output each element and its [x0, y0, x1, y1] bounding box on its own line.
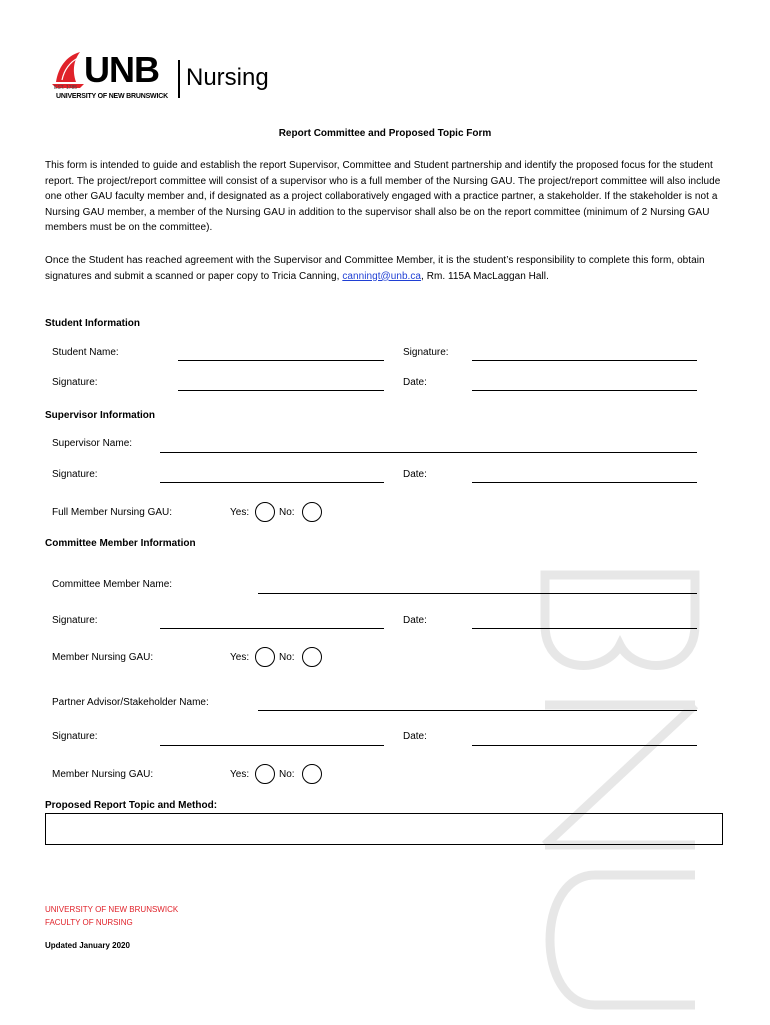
supervisor-name-field[interactable] [160, 452, 697, 453]
partner-yes-radio[interactable] [255, 764, 275, 784]
form-title: Report Committee and Proposed Topic Form [278, 128, 492, 139]
student-section-heading: Student Information [45, 318, 140, 329]
partner-date-label: Date: [403, 731, 427, 742]
student-signature-field[interactable] [178, 390, 384, 391]
unb-nursing-logo [50, 50, 270, 106]
committee-section-heading: Committee Member Information [45, 538, 196, 549]
supervisor-date-label: Date: [403, 469, 427, 480]
partner-date-field[interactable] [472, 745, 697, 746]
committee-no-radio[interactable] [302, 647, 322, 667]
committee-signature-field[interactable] [160, 628, 384, 629]
committee-date-field[interactable] [472, 628, 697, 629]
partner-no-radio[interactable] [302, 764, 322, 784]
committee-no-label: No: [279, 652, 295, 663]
student-date-field[interactable] [472, 390, 697, 391]
instructions-text: Once the Student has reached agreement with the Supervisor and Committee Member, it is the student’s responsibility to complete this form, obtain signatures and submit a scanned or paper copy to Tricia Canning, [45, 255, 705, 282]
partner-signature-label: Signature: [52, 731, 98, 742]
committee-yes-radio[interactable] [255, 647, 275, 667]
topic-input-box[interactable] [45, 813, 723, 845]
footer-university: UNIVERSITY OF NEW BRUNSWICK [45, 905, 179, 914]
committee-name-label: Committee Member Name: [52, 579, 173, 590]
updated-date: Updated January 2020 [45, 941, 130, 950]
logo-est: EST. 1785 [54, 85, 78, 91]
footer-faculty: FACULTY OF NURSING [45, 918, 133, 927]
topic-heading: Proposed Report Topic and Method: [45, 800, 218, 811]
student-date-label: Date: [403, 377, 427, 388]
logo-faculty: Nursing [186, 64, 269, 91]
supervisor-signature-field[interactable] [160, 482, 384, 483]
supervisor-yes-label: Yes: [230, 507, 250, 518]
partner-yes-label: Yes: [230, 769, 250, 780]
logo-brand: UNB [84, 49, 159, 90]
student-name-field[interactable] [178, 360, 384, 361]
student-signature-label-right: Signature: [403, 347, 449, 358]
supervisor-no-label: No: [279, 507, 295, 518]
partner-gau-label: Member Nursing GAU: [52, 769, 154, 780]
partner-name-field[interactable] [258, 710, 697, 711]
partner-no-label: No: [279, 769, 295, 780]
supervisor-date-field[interactable] [472, 482, 697, 483]
student-signature-field-right[interactable] [472, 360, 697, 361]
logo-divider [178, 60, 180, 98]
supervisor-signature-label: Signature: [52, 469, 98, 480]
committee-name-field[interactable] [258, 593, 697, 594]
email-link[interactable]: canningt@unb.ca [342, 270, 422, 282]
supervisor-gau-label: Full Member Nursing GAU: [52, 507, 173, 518]
committee-date-label: Date: [403, 615, 427, 626]
instructions-location: , Rm. 115A MacLaggan Hall. [421, 270, 549, 282]
partner-name-label: Partner Advisor/Stakeholder Name: [52, 697, 209, 708]
partner-signature-field[interactable] [160, 745, 384, 746]
committee-gau-label: Member Nursing GAU: [52, 652, 154, 663]
committee-yes-label: Yes: [230, 652, 250, 663]
supervisor-yes-radio[interactable] [255, 502, 275, 522]
instructions-paragraph [45, 253, 730, 284]
logo-university: UNIVERSITY OF NEW BRUNSWICK [56, 93, 168, 100]
student-name-label: Student Name: [52, 347, 119, 358]
supervisor-no-radio[interactable] [302, 502, 322, 522]
committee-signature-label: Signature: [52, 615, 98, 626]
intro-paragraph: This form is intended to guide and establish the report Supervisor, Committee and Student partnership and identify the proposed focus for the student report. The project/report committee will consist of a supervisor who is a full member of the Nursing GAU. The project/report committee will also include one other GAU faculty member and, if designated as a project collaboratively engaged with a practice partner, a stakeholder. If the stakeholder is not a Nursing GAU member, a member of the Nursing GAU in addition to the supervisor shall also be on the report committee (minimum of 2 Nursing GAU members must be on the committee). [45, 160, 721, 233]
student-signature-label: Signature: [52, 377, 98, 388]
supervisor-section-heading: Supervisor Information [45, 410, 156, 421]
unb-watermark-icon [535, 565, 705, 1025]
supervisor-name-label: Supervisor Name: [52, 438, 133, 449]
